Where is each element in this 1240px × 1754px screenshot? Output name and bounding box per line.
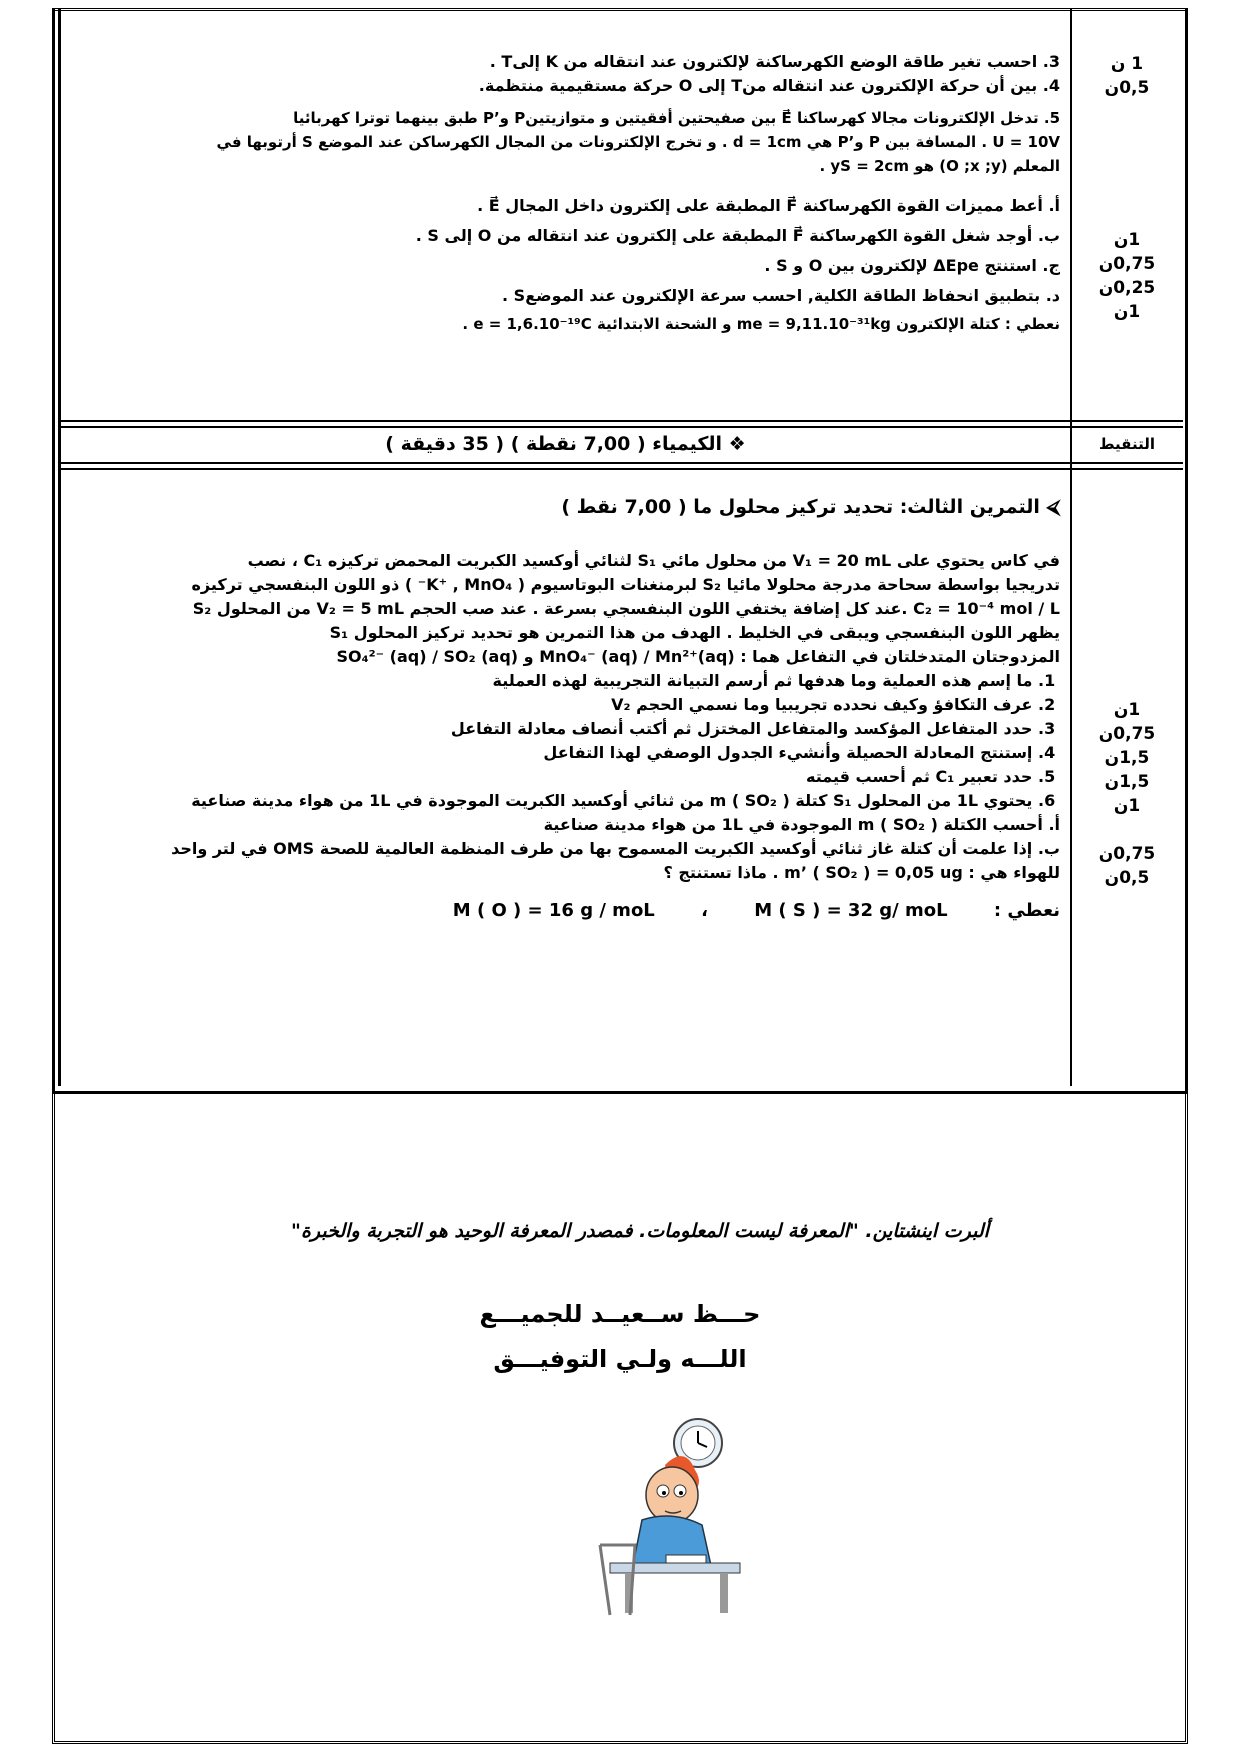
mark: 0,75ن — [1098, 844, 1156, 864]
question: 2. عرف التكافؤ وكيف نحدده تجريبيا وما نسمي الحجم V₂ — [611, 695, 1056, 714]
mark: 1ن — [1113, 302, 1141, 322]
chemistry-given: نعطي : M ( S ) = 32 g/ moL ، M ( O ) = 16 g / moL — [452, 900, 1060, 921]
question-3: 3. احسب تغير طاقة الوضع الكهرساكنة لإلكترون عند انتقاله من K إلىT . — [489, 52, 1060, 71]
mark: 0,25ن — [1098, 278, 1156, 298]
q6-sub: ب. إذا علمت أن كتلة غاز ثنائي أوكسيد الكبريت المسموح بها من طرف المنظمة العالمية للصحة OMS في لتر واحد — [171, 839, 1060, 858]
chemistry-exercise — [70, 495, 1060, 923]
success-text: اللـــه ولـي التوفيـــق — [493, 1345, 747, 1373]
mark: 1 ن — [1110, 54, 1144, 74]
mark: 0,5ن — [1104, 78, 1150, 98]
mark: 1,5ن — [1104, 748, 1150, 768]
intro-line: تدريجيا بواسطة سحاحة مدرجة محلولا مائيا S₂ لبرمنغنات البوتاسيوم ( K⁺ , MnO₄⁻ ) ذو اللون البنفسجي تركيزه — [191, 575, 1060, 594]
q6-sub: أ. أحسب الكتلة ( m ( SO₂ الموجودة في 1L من هواء مدينة صناعية — [543, 815, 1060, 834]
chemistry-marks — [1072, 698, 1182, 890]
question-5-line2: U = 10V . المسافة بين P و’P هي d = 1cm . و تخرج الإلكترونات من المجال الكهرساكن عند الموضع S أرتوبها في — [216, 133, 1060, 151]
mark: 1ن — [1113, 796, 1141, 816]
sub-question-b: ب. أوجد شغل القوة الكهرساكنة F⃗ المطبقة على إلكترون عند انتقاله من O إلى S . — [415, 226, 1060, 245]
intro-line: المزدوجتان المتدخلتان في التفاعل هما : MnO₄⁻ (aq) / Mn²⁺(aq) و SO₄²⁻ (aq) / SO₂ (aq) — [336, 647, 1060, 666]
marks-header: التنقيط — [1098, 435, 1155, 453]
physics-questions — [70, 50, 1060, 336]
sub-question-a: أ. أعط مميزات القوة الكهرساكنة F⃗ المطبقة على إلكترون داخل المجال E⃗ . — [477, 196, 1060, 215]
mark: 0,5ن — [1104, 868, 1150, 888]
marks-column-divider — [1070, 8, 1072, 1086]
physics-given: نعطي : كتلة الإلكترون me = 9,11.10⁻³¹kg و الشحنة الابتدائية e = 1,6.10⁻¹⁹C . — [462, 315, 1060, 333]
intro-line: C₂ = 10⁻⁴ mol / L .عند كل إضافة يختفي اللون البنفسجي بسرعة . عند صب الحجم V₂ = 5 mL من المحلول S₂ — [192, 599, 1060, 618]
mark: 0,75ن — [1098, 724, 1156, 744]
question: 5. حدد تعبير C₁ ثم أحسب قيمته — [806, 767, 1056, 786]
einstein-quote: ألبرت اينشتاين. "المعرفة ليست المعلومات. فمصدر المعرفة الوحيد هو التجربة والخبرة" — [291, 1220, 989, 1242]
sub-question-c: ج. استنتج ΔEpe لإلكترون بين O و S . — [764, 256, 1060, 275]
physics-marks-sub — [1072, 228, 1182, 324]
mark — [1072, 818, 1182, 842]
question: 1. ما إسم هذه العملية وما هدفها ثم أرسم التبيانة التجريبية لهذه العملية — [492, 671, 1056, 690]
intro-line: يظهر اللون البنفسجي ويبقى في الخليط . الهدف من هذا التمرين هو تحديد تركيز المحلول S₁ — [329, 623, 1060, 642]
question-5-line3: المعلم (O ;x ;y) هو yS = 2cm . — [819, 157, 1060, 175]
mark: 1ن — [1113, 700, 1141, 720]
student-studying-illustration — [570, 1415, 750, 1625]
question-5-line1: 5. تدخل الإلكترونات مجالا كهرساكنا E⃗ بين صفيحتين أفقيتين و متوازيتينP و’P طبق بينهما توترا كهربائيا — [293, 109, 1060, 127]
question-4: 4. بين أن حركة الإلكترون عند انتقاله منT إلى O حركة مستقيمية منتظمة. — [478, 76, 1060, 95]
mark: 1,5ن — [1104, 772, 1150, 792]
mark: 0,75ن — [1098, 254, 1156, 274]
q6-sub: للهواء هي : m’ ( SO₂ ) = 0,05 ug . ماذا تستنتج ؟ — [663, 863, 1060, 882]
chemistry-section-title: ❖ الكيمياء ( 7,00 نقطة ) ( 35 دقيقة ) — [385, 433, 746, 455]
question: 6. يحتوي 1L من المحلول S₁ كتلة ( m ( SO₂ من ثنائي أوكسيد الكبريت الموجودة في 1L من هواء مدينة صناعية — [191, 791, 1056, 810]
mark: 1ن — [1113, 230, 1141, 250]
physics-marks-top — [1072, 52, 1182, 100]
sub-question-d: د. بتطبيق انحفاظ الطاقة الكلية, احسب سرعة الإلكترون عند الموضعS . — [502, 286, 1060, 305]
question: 3. حدد المتفاعل المؤكسد والمتفاعل المختزل ثم أكتب أنصاف معادلة التفاعل — [450, 719, 1056, 738]
question: 4. إستنتج المعادلة الحصيلة وأنشيء الجدول الوصفي لهذا التفاعل — [543, 743, 1056, 762]
exercise-title: ⮘ التمرين الثالث: تحديد تركيز محلول ما ( 7,00 نقط ) — [561, 496, 1060, 518]
intro-line: في كاس يحتوي على V₁ = 20 mL من محلول مائي S₁ لثنائي أوكسيد الكبريت المحمض تركيزه C₁ ، نصب — [247, 551, 1060, 570]
good-luck-text: حـــظ ســعيــد للجميـــع — [479, 1300, 761, 1328]
